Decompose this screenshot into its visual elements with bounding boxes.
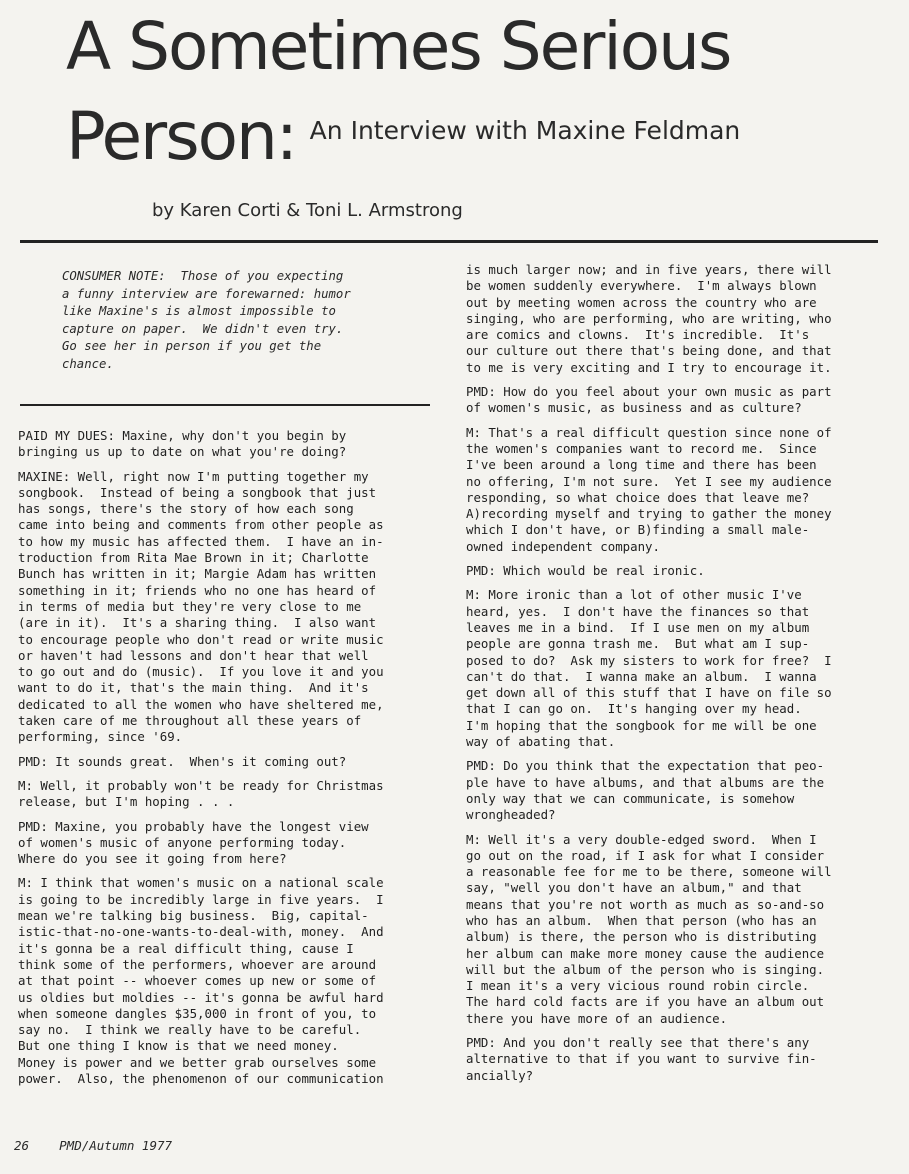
paragraph: MAXINE: Well, right now I'm putting together my songbook. Instead of being a songbook that just has songs, there's the story of how each song came into being and comments from other people as to how my music has affected them. I have an in- troduction from Rita Mae Brown in it; Charlotte Bunch has written in it; Margie Adam has written something in it; friends who no one has heard of in terms of media but they're very close to me (are in it). It's a sharing thing. I also want to encourage people who don't read or write music or haven't had lessons and don't hear that well to go out and do (music). If you love it and you want to do it, that's the main thing. And it's dedicated to all the women who have sheltered me, taken care of me throughout all these years of performing, since '69. — [18, 468, 384, 745]
consumer-note: CONSUMER NOTE: Those of you expecting a funny interview are forewarned: humor like Maxine's is almost impossible to capture on paper. We didn't even try. Go see her in person if you get the chance. — [62, 269, 351, 371]
article-subtitle: An Interview with Maxine Feldman — [309, 116, 741, 145]
paragraph: PMD: And you don't really see that there's any alternative to that if you want to survive fin- ancially? — [466, 1035, 817, 1083]
paragraph: M: That's a real difficult question since none of the women's companies want to record me. Since I've been around a long time and there has been no offering, I'm not sure. Yet I see my audience responding, so what choice does that leave me? A)recording myself and trying to gather the money which I don't have, or B)finding a small male- owned independent company. — [466, 424, 832, 554]
paragraph: M: Well it's a very double-edged sword. When I go out on the road, if I ask for what I consider a reasonable fee for me to be there, someone will say, "well you don't have an album," and that means that you're not worth as much as so-and-so who has an album. When that person (who has an album) is there, the person who is distributing her album can make more money cause the audience will but the album of the person who is singing. I mean it's a very vicious round robin circle. The hard cold facts are if you have an album out there you have more of an audience. — [466, 831, 832, 1026]
paragraph: PMD: Maxine, you probably have the longest view of women's music of anyone performing today. Where do you see it going from here? — [18, 818, 369, 867]
article-title-line-2 — [66, 98, 896, 175]
paragraph: PAID MY DUES: Maxine, why don't you begin by bringing us up to date on what you're doing? — [18, 428, 347, 460]
paragraph: PMD: It sounds great. When's it coming out? — [18, 753, 347, 769]
paragraph: PMD: Which would be real ironic. — [466, 563, 705, 579]
article-title-line-1: A Sometimes Serious — [66, 8, 731, 85]
byline: by Karen Corti & Toni L. Armstrong — [152, 200, 463, 221]
paragraph: M: Well, it probably won't be ready for Christmas release, but I'm hoping . . . — [18, 777, 384, 810]
paragraph: PMD: Do you think that the expectation that peo- ple have to have albums, and that albums are the only way that we can communicate, is somehow wrongheaded? — [466, 758, 825, 823]
note-divider — [20, 404, 430, 406]
paragraph: M: I think that women's music on a national scale is going to be incredibly large in five years. I mean we're talking big business. Big, capital- istic-that-no-one-wants-to-deal-with, money. And it's gonna be a real difficult thing, cause I think some of the performers, whoever are around at that point -- whoever comes up new or some of us oldies but moldies -- it's gonna be awful hard when someone dangles $35,000 in front of you, to say no. I think we really have to be careful. But one thing I know is that we need money. Money is power and we better grab ourselves some power. Also, the phenomenon of our communication — [18, 875, 384, 1086]
article-title-person: Person: — [66, 98, 297, 175]
header-divider — [20, 240, 878, 243]
paragraph: PMD: How do you feel about your own music as part of women's music, as business and as culture? — [466, 384, 832, 416]
paragraph: M: More ironic than a lot of other music I've heard, yes. I don't have the finances so that leaves me in a bind. If I use men on my album people are gonna trash me. But what am I sup- posed to do? Ask my sisters to work for free? I can't do that. I wanna make an album. I wanna get down all of this stuff that I have on file so that I can go on. It's hanging over my head. I'm hoping that the songbook for me will be one way of abating that. — [466, 587, 832, 750]
right-column — [466, 262, 896, 1092]
page-footer: 26 PMD/Autumn 1977 — [14, 1138, 173, 1153]
left-column — [18, 428, 448, 1095]
paragraph: is much larger now; and in five years, there will be women suddenly everywhere. I'm always blown out by meeting women across the country who are singing, who are performing, who are writing, who are comics and clowns. It's incredible. It's our culture out there that's being done, and that to me is very exciting and I try to encourage it. — [466, 262, 832, 375]
